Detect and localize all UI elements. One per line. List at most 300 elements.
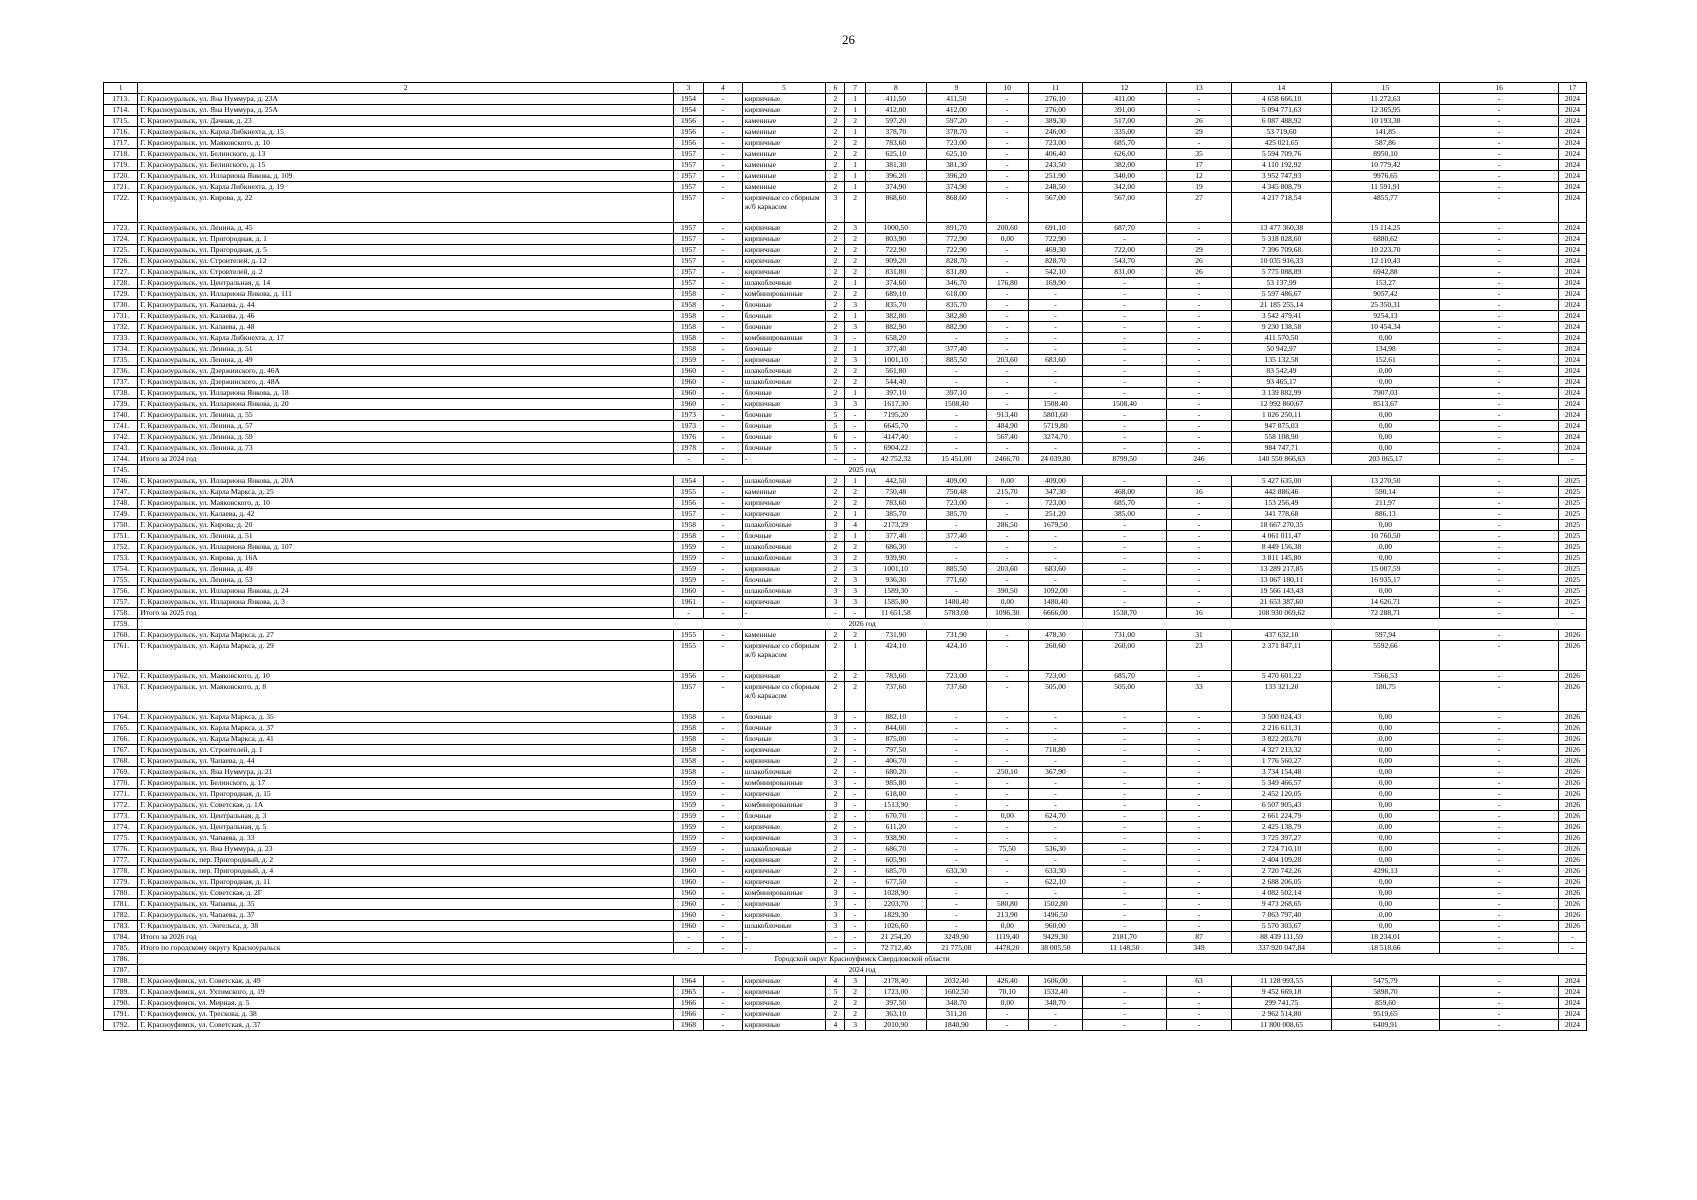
- cell-col-11: 243,50: [1028, 160, 1083, 171]
- cell-col-3: 1960: [674, 888, 704, 899]
- cell-col-16: -: [1440, 553, 1559, 564]
- cell-col-9: -: [926, 366, 986, 377]
- cell-col-4: -: [704, 289, 743, 300]
- cell-col-11: 389,30: [1028, 116, 1083, 127]
- cell-col-7: -: [845, 712, 865, 723]
- cell-col-16: -: [1440, 182, 1559, 193]
- cell-col-12: -: [1083, 976, 1167, 987]
- cell-col-17: 2024: [1559, 998, 1587, 1009]
- cell-col-2: Г. Красноуральск, ул. Яна Нуммура, д. 25А: [138, 105, 674, 116]
- cell-col-6: 3: [826, 899, 845, 910]
- cell-col-16: -: [1440, 745, 1559, 756]
- cell-col-7: -: [845, 443, 865, 454]
- cell-col-1: 1788.: [104, 976, 138, 987]
- cell-col-14: 13 289 217,85: [1232, 564, 1332, 575]
- cell-col-8: 21 254,20: [865, 932, 926, 943]
- cell-col-15: 15 007,59: [1331, 564, 1439, 575]
- cell-col-14: 1 026 250,11: [1232, 410, 1332, 421]
- cell-col-15: 4296,13: [1331, 866, 1439, 877]
- cell-col-13: 23: [1166, 641, 1231, 671]
- cell-col-10: -: [986, 756, 1028, 767]
- cell-col-12: -: [1083, 586, 1167, 597]
- cell-col-16: -: [1440, 789, 1559, 800]
- cell-col-16: -: [1440, 597, 1559, 608]
- cell-col-16: -: [1440, 256, 1559, 267]
- cell-col-2: Г. Красноуральск, ул. Строителей, д. 12: [138, 256, 674, 267]
- cell-col-5: блочные: [742, 712, 826, 723]
- cell-col-13: -: [1166, 542, 1231, 553]
- cell-col-10: -: [986, 888, 1028, 899]
- cell-col-12: 685,70: [1083, 138, 1167, 149]
- cell-col-13: 35: [1166, 149, 1231, 160]
- cell-col-10: -: [986, 399, 1028, 410]
- cell-col-14: 3 139 882,99: [1232, 388, 1332, 399]
- cell-col-5: кирпичные: [742, 105, 826, 116]
- cell-col-10: 176,80: [986, 278, 1028, 289]
- cell-col-10: 913,40: [986, 410, 1028, 421]
- cell-col-6: 2: [826, 322, 845, 333]
- cell-col-6: 2: [826, 234, 845, 245]
- cell-col-5: -: [742, 454, 826, 465]
- cell-col-8: 938,90: [865, 833, 926, 844]
- cell-col-3: -: [674, 932, 704, 943]
- cell-col-1: 1756.: [104, 586, 138, 597]
- cell-col-9: -: [926, 443, 986, 454]
- cell-col-15: 18 234,01: [1331, 932, 1439, 943]
- cell-col-5: кирпичные: [742, 399, 826, 410]
- cell-col-9: 5783,08: [926, 608, 986, 619]
- cell-col-17: 2026: [1559, 921, 1587, 932]
- cell-col-4: -: [704, 487, 743, 498]
- cell-col-11: 536,30: [1028, 844, 1083, 855]
- cell-col-16: -: [1440, 575, 1559, 586]
- cell-col-2: Г. Красноуральск, ул. Иллариона Янкова, д. 20: [138, 399, 674, 410]
- cell-col-13: 27: [1166, 193, 1231, 223]
- cell-col-4: -: [704, 127, 743, 138]
- cell-col-10: 580,80: [986, 899, 1028, 910]
- cell-col-14: 5 470 601,22: [1232, 671, 1332, 682]
- cell-col-1: 1778.: [104, 866, 138, 877]
- cell-col-11: 251,20: [1028, 509, 1083, 520]
- cell-col-14: 8 449 156,38: [1232, 542, 1332, 553]
- cell-col-4: -: [704, 476, 743, 487]
- cell-col-6: 2: [826, 877, 845, 888]
- cell-col-13: -: [1166, 998, 1231, 1009]
- cell-col-7: -: [845, 877, 865, 888]
- cell-col-11: 38 005,50: [1028, 943, 1083, 954]
- cell-col-8: 797,50: [865, 745, 926, 756]
- cell-col-12: 340,00: [1083, 171, 1167, 182]
- cell-col-3: 1957: [674, 278, 704, 289]
- cell-col-13: -: [1166, 223, 1231, 234]
- cell-col-3: 1961: [674, 597, 704, 608]
- cell-col-9: 21 775,08: [926, 943, 986, 954]
- cell-col-17: 2026: [1559, 888, 1587, 899]
- table-row: [104, 410, 1587, 421]
- cell-col-4: -: [704, 267, 743, 278]
- cell-col-9: 750,48: [926, 487, 986, 498]
- cell-col-2: Г. Красноуральск, ул. Центральная, д. 14: [138, 278, 674, 289]
- cell-col-13: -: [1166, 443, 1231, 454]
- table-row: [104, 138, 1587, 149]
- cell-col-1: 1789.: [104, 987, 138, 998]
- cell-col-10: -: [986, 866, 1028, 877]
- table-row: [104, 877, 1587, 888]
- cell-col-14: 5 318 028,60: [1232, 234, 1332, 245]
- cell-col-2: Г. Красноуральск, ул. Маяковского, д. 8: [138, 682, 674, 712]
- cell-col-8: 412,00: [865, 105, 926, 116]
- cell-col-17: 2025: [1559, 531, 1587, 542]
- cell-col-12: -: [1083, 833, 1167, 844]
- cell-col-1: 1731.: [104, 311, 138, 322]
- cell-col-7: -: [845, 910, 865, 921]
- cell-col-6: 2: [826, 223, 845, 234]
- cell-col-9: 1480,40: [926, 597, 986, 608]
- cell-col-14: 299 741,75: [1232, 998, 1332, 1009]
- cell-col-11: 722,90: [1028, 234, 1083, 245]
- cell-col-5: каменные: [742, 630, 826, 641]
- cell-col-7: 1: [845, 171, 865, 182]
- cell-col-6: 2: [826, 138, 845, 149]
- cell-col-13: -: [1166, 531, 1231, 542]
- cell-col-2: Г. Красноуральск, ул. Советская, д. 2Г: [138, 888, 674, 899]
- cell-col-1: 1733.: [104, 333, 138, 344]
- table-row: [104, 171, 1587, 182]
- cell-col-5: блочные: [742, 811, 826, 822]
- cell-col-13: -: [1166, 877, 1231, 888]
- cell-col-10: -: [986, 182, 1028, 193]
- cell-col-6: 2: [826, 127, 845, 138]
- cell-col-17: 2024: [1559, 182, 1587, 193]
- cell-col-5: кирпичные: [742, 671, 826, 682]
- cell-col-3: 1978: [674, 443, 704, 454]
- cell-col-15: 5898,70: [1331, 987, 1439, 998]
- cell-col-12: -: [1083, 322, 1167, 333]
- cell-col-8: 411,50: [865, 94, 926, 105]
- cell-col-14: 4 217 718,54: [1232, 193, 1332, 223]
- cell-col-2: Г. Красноуральск, ул. Ленина, д. 53: [138, 575, 674, 586]
- cell-col-6: -: [826, 943, 845, 954]
- cell-col-16: -: [1440, 498, 1559, 509]
- cell-col-9: -: [926, 432, 986, 443]
- cell-col-16: -: [1440, 171, 1559, 182]
- cell-col-11: 24 039,80: [1028, 454, 1083, 465]
- cell-col-2: Г. Красноуральск, ул. Белинского, д. 17: [138, 778, 674, 789]
- cell-col-10: -: [986, 789, 1028, 800]
- cell-col-15: 9057,42: [1331, 289, 1439, 300]
- cell-col-11: 5801,60: [1028, 410, 1083, 421]
- cell-col-6: 2: [826, 344, 845, 355]
- cell-col-2: Г. Красноуфимск, ул. Трескова, д. 38: [138, 1009, 674, 1020]
- cell-col-12: -: [1083, 432, 1167, 443]
- cell-col-15: 0,00: [1331, 553, 1439, 564]
- cell-col-11: 683,60: [1028, 355, 1083, 366]
- cell-col-12: -: [1083, 278, 1167, 289]
- table-row: [104, 844, 1587, 855]
- cell-col-17: 2024: [1559, 149, 1587, 160]
- cell-col-1: 1751.: [104, 531, 138, 542]
- cell-col-1: 1753.: [104, 553, 138, 564]
- cell-col-8: 844,60: [865, 723, 926, 734]
- cell-col-6: 2: [826, 542, 845, 553]
- cell-col-12: 731,00: [1083, 630, 1167, 641]
- cell-col-12: 411,00: [1083, 94, 1167, 105]
- cell-col-8: 397,10: [865, 388, 926, 399]
- cell-col-10: -: [986, 723, 1028, 734]
- cell-col-17: 2024: [1559, 311, 1587, 322]
- cell-col-4: -: [704, 94, 743, 105]
- cell-col-15: 16 935,17: [1331, 575, 1439, 586]
- cell-col-4: -: [704, 899, 743, 910]
- cell-col-4: -: [704, 586, 743, 597]
- cell-col-14: 108 930 069,62: [1232, 608, 1332, 619]
- cell-col-15: 587,86: [1331, 138, 1439, 149]
- cell-col-11: -: [1028, 822, 1083, 833]
- cell-col-7: 1: [845, 105, 865, 116]
- cell-col-5: кирпичные: [742, 1009, 826, 1020]
- cell-col-3: 1954: [674, 94, 704, 105]
- table-row: [104, 193, 1587, 223]
- cell-col-3: 1959: [674, 778, 704, 789]
- cell-col-5: шлакоблочные: [742, 921, 826, 932]
- cell-col-3: 1959: [674, 833, 704, 844]
- cell-col-5: кирпичные: [742, 745, 826, 756]
- cell-col-13: -: [1166, 234, 1231, 245]
- section-row: [104, 965, 1587, 976]
- cell-col-11: -: [1028, 366, 1083, 377]
- cell-col-7: 1: [845, 94, 865, 105]
- cell-col-10: 215,70: [986, 487, 1028, 498]
- cell-col-14: 411 570,50: [1232, 333, 1332, 344]
- cell-col-7: 1: [845, 388, 865, 399]
- cell-col-7: 2: [845, 671, 865, 682]
- cell-col-3: 1958: [674, 723, 704, 734]
- cell-col-7: 1: [845, 509, 865, 520]
- cell-col-8: 611,20: [865, 822, 926, 833]
- cell-col-17: 2024: [1559, 333, 1587, 344]
- cell-col-6: 3: [826, 520, 845, 531]
- cell-col-14: 140 550 866,63: [1232, 454, 1332, 465]
- cell-col-8: 939,90: [865, 553, 926, 564]
- cell-col-10: 203,60: [986, 564, 1028, 575]
- cell-col-7: -: [845, 734, 865, 745]
- cell-col-12: -: [1083, 311, 1167, 322]
- cell-col-4: -: [704, 454, 743, 465]
- cell-col-16: -: [1440, 509, 1559, 520]
- table-row: [104, 520, 1587, 531]
- cell-col-16: -: [1440, 245, 1559, 256]
- cell-col-4: -: [704, 377, 743, 388]
- cell-col-10: -: [986, 300, 1028, 311]
- cell-col-17: 2024: [1559, 234, 1587, 245]
- cell-col-5: кирпичные: [742, 910, 826, 921]
- cell-col-10: 484,90: [986, 421, 1028, 432]
- cell-col-11: -: [1028, 289, 1083, 300]
- cell-col-17: 2024: [1559, 171, 1587, 182]
- cell-col-1: 1750.: [104, 520, 138, 531]
- cell-col-17: 2026: [1559, 630, 1587, 641]
- cell-col-3: 1958: [674, 756, 704, 767]
- cell-col-9: 633,30: [926, 866, 986, 877]
- cell-col-12: -: [1083, 1009, 1167, 1020]
- cell-col-6: 3: [826, 833, 845, 844]
- cell-col-6: 2: [826, 671, 845, 682]
- cell-col-5: каменные: [742, 127, 826, 138]
- cell-col-1: 1748.: [104, 498, 138, 509]
- cell-col-17: 2026: [1559, 756, 1587, 767]
- cell-col-2: Г. Красноуральск, ул. Иллариона Янкова, д. 24: [138, 586, 674, 597]
- cell-col-11: 960,00: [1028, 921, 1083, 932]
- cell-col-15: 25 350,31: [1331, 300, 1439, 311]
- cell-col-8: 2010,90: [865, 1020, 926, 1031]
- cell-col-4: -: [704, 300, 743, 311]
- table-row: [104, 778, 1587, 789]
- cell-col-12: -: [1083, 333, 1167, 344]
- cell-col-14: 88 439 111,59: [1232, 932, 1332, 943]
- registry-body: [104, 83, 1587, 1031]
- cell-col-7: 3: [845, 300, 865, 311]
- cell-col-8: 686,70: [865, 844, 926, 855]
- cell-col-6: 2: [826, 105, 845, 116]
- cell-col-16: -: [1440, 487, 1559, 498]
- cell-col-12: 626,00: [1083, 149, 1167, 160]
- cell-col-3: 1960: [674, 921, 704, 932]
- cell-col-5: шлакоблочные: [742, 586, 826, 597]
- cell-col-14: 1 776 560,27: [1232, 756, 1332, 767]
- cell-col-8: 2203,70: [865, 899, 926, 910]
- table-row: [104, 105, 1587, 116]
- cell-col-7: 2: [845, 256, 865, 267]
- cell-col-14: 6 507 905,43: [1232, 800, 1332, 811]
- cell-col-7: 1: [845, 311, 865, 322]
- cell-col-10: 1119,40: [986, 932, 1028, 943]
- cell-col-8: 670,70: [865, 811, 926, 822]
- cell-col-15: 11 591,91: [1331, 182, 1439, 193]
- cell-col-6: 3: [826, 921, 845, 932]
- cell-col-13: -: [1166, 800, 1231, 811]
- cell-col-17: 2025: [1559, 476, 1587, 487]
- table-row: [104, 267, 1587, 278]
- cell-col-15: 211,97: [1331, 498, 1439, 509]
- cell-col-5: шлакоблочные: [742, 520, 826, 531]
- cell-col-5: каменные: [742, 149, 826, 160]
- cell-col-7: 2: [845, 987, 865, 998]
- cell-col-14: 93 465,17: [1232, 377, 1332, 388]
- cell-col-11: -: [1028, 712, 1083, 723]
- cell-col-7: 2: [845, 630, 865, 641]
- cell-col-7: 2: [845, 487, 865, 498]
- table-row: [104, 682, 1587, 712]
- cell-col-2: Г. Красноуфимск, ул. Ухтомского, д. 19: [138, 987, 674, 998]
- cell-col-14: 3 734 154,48: [1232, 767, 1332, 778]
- cell-col-1: 1763.: [104, 682, 138, 712]
- cell-col-5: кирпичные со сборным ж/б каркасом: [742, 682, 826, 712]
- cell-col-9: 378,70: [926, 127, 986, 138]
- cell-col-9: 771,60: [926, 575, 986, 586]
- cell-col-6: 6: [826, 83, 845, 94]
- cell-col-12: -: [1083, 575, 1167, 586]
- cell-col-11: 6666,00: [1028, 608, 1083, 619]
- cell-col-9: 396,20: [926, 171, 986, 182]
- cell-col-12: -: [1083, 789, 1167, 800]
- cell-col-3: 1960: [674, 388, 704, 399]
- cell-col-11: 406,40: [1028, 149, 1083, 160]
- cell-col-2: Г. Красноуральск, ул. Ленина, д. 73: [138, 443, 674, 454]
- cell-col-8: 731,90: [865, 630, 926, 641]
- cell-col-4: -: [704, 976, 743, 987]
- cell-col-11: -: [1028, 800, 1083, 811]
- cell-col-14: 3 542 479,41: [1232, 311, 1332, 322]
- cell-col-7: 2: [845, 366, 865, 377]
- cell-col-10: -: [986, 322, 1028, 333]
- cell-col-17: -: [1559, 608, 1587, 619]
- cell-col-7: -: [845, 899, 865, 910]
- cell-col-4: -: [704, 1020, 743, 1031]
- cell-col-9: 625,10: [926, 149, 986, 160]
- cell-col-16: -: [1440, 410, 1559, 421]
- cell-col-5: блочные: [742, 322, 826, 333]
- cell-col-17: 2025: [1559, 520, 1587, 531]
- cell-col-17: 2026: [1559, 866, 1587, 877]
- cell-col-10: -: [986, 267, 1028, 278]
- cell-col-1: 1729.: [104, 289, 138, 300]
- cell-col-6: 2: [826, 575, 845, 586]
- cell-col-5: кирпичные со сборным ж/б каркасом: [742, 641, 826, 671]
- cell-col-2: Г. Красноуральск, ул. Центральная, д. 3: [138, 811, 674, 822]
- cell-col-10: -: [986, 509, 1028, 520]
- cell-col-9: -: [926, 789, 986, 800]
- table-row: [104, 344, 1587, 355]
- cell-col-6: 2: [826, 811, 845, 822]
- cell-col-1: 1716.: [104, 127, 138, 138]
- cell-col-3: 1956: [674, 116, 704, 127]
- cell-col-11: -: [1028, 333, 1083, 344]
- cell-col-4: -: [704, 723, 743, 734]
- cell-col-3: 1957: [674, 182, 704, 193]
- cell-col-3: 1955: [674, 641, 704, 671]
- cell-col-1: 1744.: [104, 454, 138, 465]
- cell-col-6: 2: [826, 531, 845, 542]
- cell-col-9: 723,00: [926, 138, 986, 149]
- cell-col-11: -: [1028, 734, 1083, 745]
- cell-col-5: блочные: [742, 531, 826, 542]
- cell-col-4: -: [704, 682, 743, 712]
- cell-col-11: 1092,00: [1028, 586, 1083, 597]
- cell-col-15: 10 454,34: [1331, 322, 1439, 333]
- cell-col-9: 382,80: [926, 311, 986, 322]
- cell-col-1: 1: [104, 83, 138, 94]
- table-row: [104, 116, 1587, 127]
- cell-col-15: 0,00: [1331, 921, 1439, 932]
- cell-col-11: -: [1028, 443, 1083, 454]
- cell-col-9: -: [926, 811, 986, 822]
- cell-col-6: 2: [826, 767, 845, 778]
- section-title: 2025 год: [138, 465, 1587, 476]
- cell-col-2: Г. Красноуральск, ул. Строителей, д. 1: [138, 745, 674, 756]
- cell-col-17: 2026: [1559, 833, 1587, 844]
- cell-col-8: 385,70: [865, 509, 926, 520]
- cell-col-4: -: [704, 597, 743, 608]
- cell-col-13: -: [1166, 910, 1231, 921]
- cell-col-6: 2: [826, 682, 845, 712]
- table-row: [104, 553, 1587, 564]
- cell-col-7: 7: [845, 83, 865, 94]
- section-row: [104, 954, 1587, 965]
- cell-col-6: 2: [826, 94, 845, 105]
- cell-col-14: 2 404 109,28: [1232, 855, 1332, 866]
- cell-col-9: 885,50: [926, 564, 986, 575]
- cell-col-10: -: [986, 1020, 1028, 1031]
